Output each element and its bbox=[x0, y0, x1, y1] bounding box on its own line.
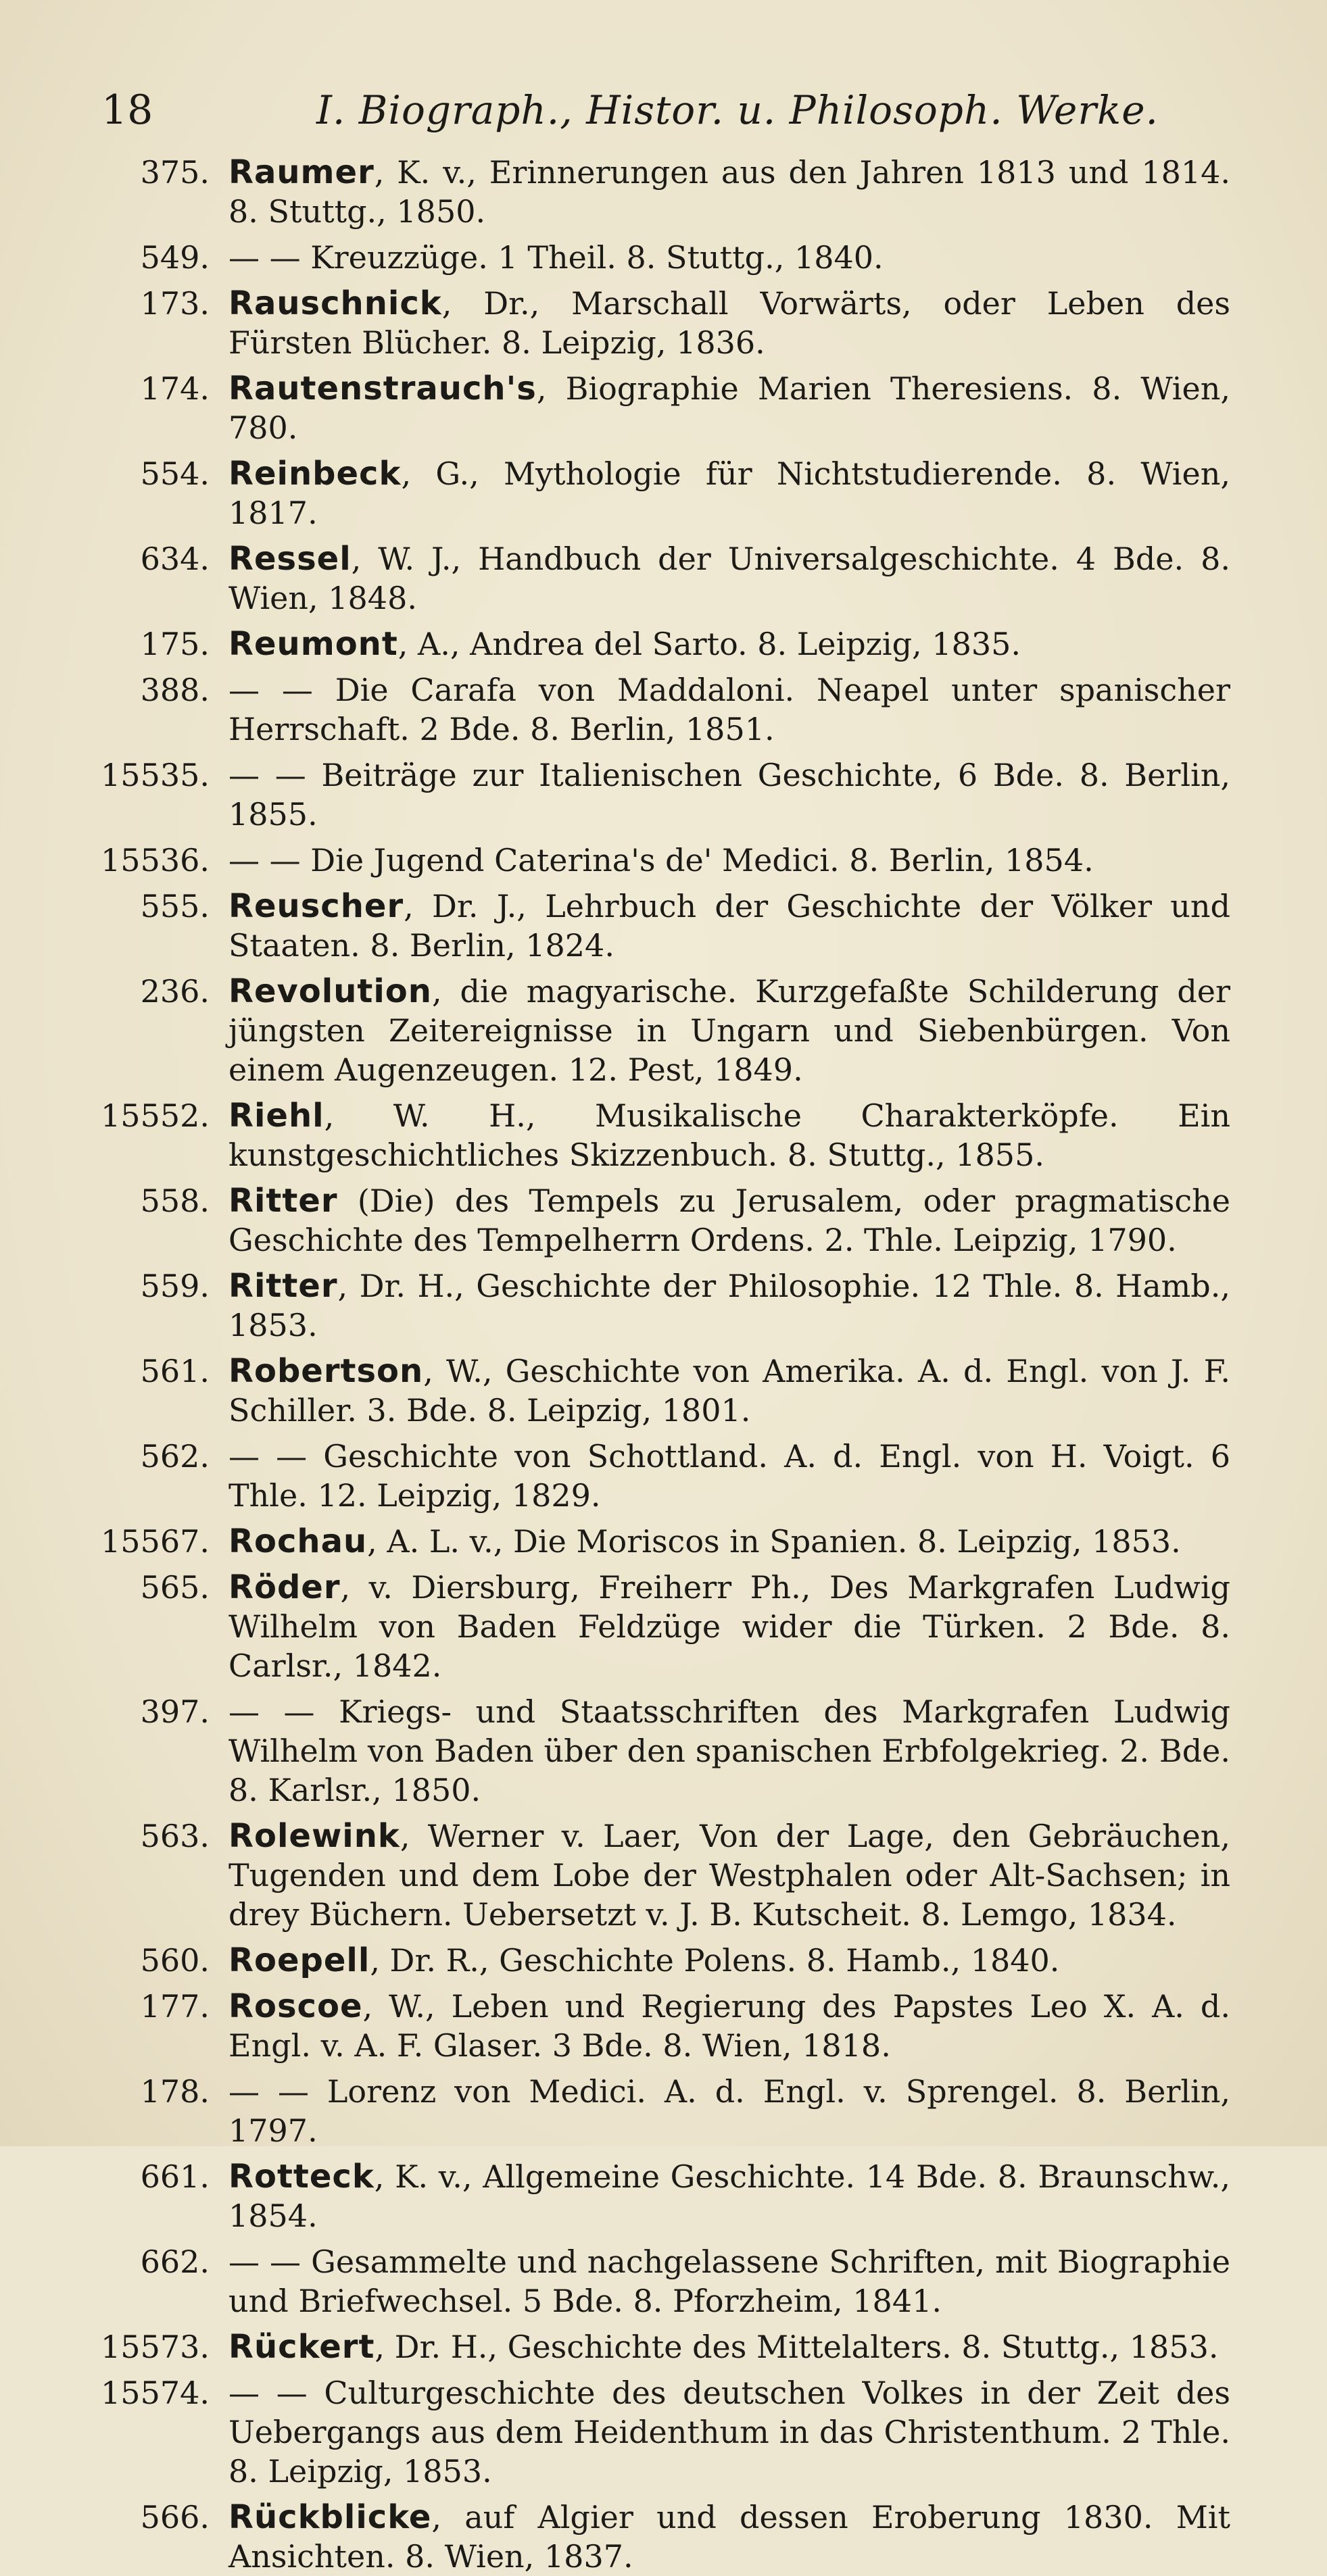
entry-number: 554. bbox=[140, 455, 210, 492]
entry-text bbox=[228, 1941, 1230, 1980]
entry-details: — — Die Carafa von Maddaloni. Neapel unter spanischer Herrschaft. 2 Bde. 8. Berlin, 1851. bbox=[228, 672, 1230, 747]
entry-text bbox=[228, 972, 1230, 1089]
catalog-entry bbox=[81, 756, 1230, 834]
entry-details: — — Die Jugend Caterina's de' Medici. 8. Berlin, 1854. bbox=[228, 842, 1094, 878]
entry-number: 397. bbox=[140, 1693, 210, 1730]
catalog-entry bbox=[81, 1692, 1230, 1810]
entry-text bbox=[228, 284, 1230, 362]
catalog-entry bbox=[81, 1181, 1230, 1260]
entry-number: 388. bbox=[140, 672, 210, 708]
entry-author: Revolution bbox=[228, 972, 432, 1010]
entry-details: , A., Andrea del Sarto. 8. Leipzig, 1835. bbox=[397, 626, 1021, 662]
entry-number: 565. bbox=[140, 1569, 210, 1606]
catalog-entry bbox=[81, 454, 1230, 532]
catalog-entry bbox=[81, 1352, 1230, 1430]
entry-text bbox=[228, 1266, 1230, 1345]
catalog-entry bbox=[81, 1816, 1230, 1934]
entry-number: 236. bbox=[140, 973, 210, 1010]
page-header bbox=[101, 80, 1217, 141]
entry-details: , Dr. R., Geschichte Polens. 8. Hamb., 1840. bbox=[370, 1942, 1060, 1979]
catalog-entry bbox=[81, 1266, 1230, 1345]
entry-details: — — Lorenz von Medici. A. d. Engl. v. Sprengel. 8. Berlin, 1797. bbox=[228, 2073, 1230, 2149]
entry-text bbox=[228, 2373, 1230, 2491]
entry-number: 549. bbox=[140, 239, 210, 276]
entry-details: , W., Geschichte von Amerika. A. d. Engl. von J. F. Schiller. 3. Bde. 8. Leipzig, 1801. bbox=[228, 1353, 1230, 1429]
entry-details: — — Kreuzzüge. 1 Theil. 8. Stuttg., 1840. bbox=[228, 239, 884, 276]
entry-text bbox=[228, 1522, 1230, 1561]
entry-number: 558. bbox=[140, 1183, 210, 1219]
entry-number: 15536. bbox=[101, 842, 210, 878]
entry-number: 15567. bbox=[101, 1523, 210, 1560]
entry-details: , A. L. v., Die Moriscos in Spanien. 8. Leipzig, 1853. bbox=[367, 1523, 1181, 1560]
entry-number: 563. bbox=[140, 1818, 210, 1854]
entry-details: — — Gesammelte und nachgelassene Schriften, mit Biographie und Briefwechsel. 5 Bde. 8. Pforzheim, 1841. bbox=[228, 2244, 1230, 2319]
catalog-entries bbox=[81, 153, 1230, 2576]
entry-details: — — Culturgeschichte des deutschen Volkes in der Zeit des Uebergangs aus dem Heidenthum in das Christenthum. 2 Thle. 8. Leipzig, 1853. bbox=[228, 2375, 1230, 2490]
entry-author: Roscoe bbox=[228, 1987, 363, 2025]
entry-details: , W. J., Handbuch der Universalgeschichte. 4 Bde. 8. Wien, 1848. bbox=[228, 541, 1230, 616]
entry-author: Raumer bbox=[228, 153, 375, 191]
entry-details: , Dr. H., Geschichte der Philosophie. 12 Thle. 8. Hamb., 1853. bbox=[228, 1268, 1230, 1343]
entry-author: Riehl bbox=[228, 1097, 324, 1135]
section-title: I. Biograph., Histor. u. Philosoph. Werke. bbox=[316, 87, 1159, 133]
catalog-entry bbox=[81, 2072, 1230, 2150]
entry-text bbox=[228, 238, 1230, 277]
entry-number: 15535. bbox=[101, 757, 210, 793]
entry-details: , W., Leben und Regierung des Papstes Leo X. A. d. Engl. v. A. F. Glaser. 3 Bde. 8. Wien, 1818. bbox=[228, 1988, 1230, 2064]
entry-author: Reinbeck bbox=[228, 455, 402, 493]
entry-number: 560. bbox=[140, 1942, 210, 1979]
entry-author: Ritter bbox=[228, 1182, 338, 1220]
entry-author: Roepell bbox=[228, 1941, 370, 1979]
entry-details: , Biographie Marien Theresiens. 8. Wien, 780. bbox=[228, 370, 1230, 446]
catalog-entry bbox=[81, 670, 1230, 749]
entry-details: — — Kriegs- und Staatsschriften des Markgrafen Ludwig Wilhelm von Baden über den spanischen Erbfolgekrieg. 2. Bde. 8. Karlsr., 1850. bbox=[228, 1693, 1230, 1808]
entry-author: Robertson bbox=[228, 1352, 424, 1390]
catalog-entry bbox=[81, 1437, 1230, 1515]
entry-text bbox=[228, 1096, 1230, 1174]
entry-text bbox=[228, 1568, 1230, 1685]
entry-details: , Werner v. Laer, Von der Lage, den Gebräuchen, Tugenden und dem Lobe der Westphalen oder Alt-Sachsen; in drey Büchern. Uebersetzt v. J. B. Kutscheit. 8. Lemgo, 1834. bbox=[228, 1818, 1230, 1933]
entry-text bbox=[228, 1352, 1230, 1430]
entry-details: , Dr. H., Geschichte des Mittelalters. 8. Stuttg., 1853. bbox=[375, 2329, 1219, 2365]
catalog-entry bbox=[81, 2242, 1230, 2321]
catalog-entry bbox=[81, 369, 1230, 447]
entry-text bbox=[228, 1181, 1230, 1260]
entry-text bbox=[228, 1437, 1230, 1515]
entry-text bbox=[228, 369, 1230, 447]
catalog-entry bbox=[81, 1568, 1230, 1685]
entry-details: , K. v., Allgemeine Geschichte. 14 Bde. 8. Braunschw., 1854. bbox=[228, 2158, 1230, 2234]
entry-number: 174. bbox=[140, 370, 210, 407]
entry-details: (Die) des Tempels zu Jerusalem, oder pragmatische Geschichte des Tempelherrn Ordens. 2. Thle. Leipzig, 1790. bbox=[228, 1183, 1230, 1258]
entry-text bbox=[228, 539, 1230, 618]
entry-details: , Dr. J., Lehrbuch der Geschichte der Völker und Staaten. 8. Berlin, 1824. bbox=[228, 888, 1230, 964]
entry-author: Reuscher bbox=[228, 887, 404, 925]
entry-author: Rolewink bbox=[228, 1817, 400, 1855]
entry-author: Rochau bbox=[228, 1522, 368, 1560]
entry-number: 173. bbox=[140, 285, 210, 322]
entry-details: , Dr., Marschall Vorwärts, oder Leben des Fürsten Blücher. 8. Leipzig, 1836. bbox=[228, 285, 1230, 361]
catalog-entry bbox=[81, 2373, 1230, 2491]
catalog-entry bbox=[81, 2327, 1230, 2367]
entry-number: 178. bbox=[140, 2073, 210, 2110]
catalog-entry bbox=[81, 624, 1230, 664]
entry-text bbox=[228, 2498, 1230, 2576]
entry-number: 559. bbox=[140, 1268, 210, 1304]
entry-details: , G., Mythologie für Nichtstudierende. 8. Wien, 1817. bbox=[228, 455, 1230, 531]
entry-author: Ritter bbox=[228, 1267, 338, 1305]
entry-details: , v. Diersburg, Freiherr Ph., Des Markgrafen Ludwig Wilhelm von Baden Feldzüge wider die Türken. 2 Bde. 8. Carlsr., 1842. bbox=[228, 1569, 1230, 1684]
entry-text bbox=[228, 756, 1230, 834]
entry-number: 662. bbox=[140, 2244, 210, 2280]
catalog-entry bbox=[81, 1522, 1230, 1561]
entry-number: 375. bbox=[140, 154, 210, 191]
entry-author: Röder bbox=[228, 1568, 341, 1606]
catalog-entry bbox=[81, 238, 1230, 277]
catalog-entry bbox=[81, 2498, 1230, 2576]
entry-text bbox=[228, 2157, 1230, 2235]
page-number: 18 bbox=[101, 86, 153, 134]
catalog-entry bbox=[81, 1096, 1230, 1174]
entry-text bbox=[228, 153, 1230, 231]
entry-text bbox=[228, 1987, 1230, 2065]
catalog-entry bbox=[81, 1941, 1230, 1980]
entry-author: Rückblicke bbox=[228, 2498, 432, 2536]
entry-details: , K. v., Erinnerungen aus den Jahren 1813 und 1814. 8. Stuttg., 1850. bbox=[228, 154, 1230, 230]
entry-number: 15573. bbox=[101, 2329, 210, 2365]
catalog-entry bbox=[81, 972, 1230, 1089]
entry-author: Rückert bbox=[228, 2328, 375, 2366]
entry-details: , die magyarische. Kurzgefaßte Schilderung der jüngsten Zeitereignisse in Ungarn und Siebenbürgen. Von einem Augenzeugen. 12. Pest, 1849. bbox=[228, 973, 1230, 1088]
entry-text bbox=[228, 2072, 1230, 2150]
catalog-entry bbox=[81, 539, 1230, 618]
catalog-entry bbox=[81, 2157, 1230, 2235]
entry-number: 562. bbox=[140, 1438, 210, 1475]
entry-text bbox=[228, 887, 1230, 965]
entry-text bbox=[228, 1816, 1230, 1934]
entry-number: 175. bbox=[140, 626, 210, 662]
entry-details: — — Beiträge zur Italienischen Geschichte, 6 Bde. 8. Berlin, 1855. bbox=[228, 757, 1230, 833]
entry-number: 15574. bbox=[101, 2375, 210, 2411]
entry-details: — — Geschichte von Schottland. A. d. Engl. von H. Voigt. 6 Thle. 12. Leipzig, 1829. bbox=[228, 1438, 1230, 1514]
catalog-entry bbox=[81, 887, 1230, 965]
entry-text bbox=[228, 841, 1230, 880]
catalog-entry bbox=[81, 841, 1230, 880]
entry-number: 15552. bbox=[101, 1097, 210, 1134]
catalog-entry bbox=[81, 284, 1230, 362]
entry-details: , W. H., Musikalische Charakterköpfe. Ein kunstgeschichtliches Skizzenbuch. 8. Stuttg., 1855. bbox=[228, 1097, 1230, 1173]
entry-number: 634. bbox=[140, 541, 210, 577]
entry-number: 661. bbox=[140, 2158, 210, 2195]
entry-text bbox=[228, 454, 1230, 532]
entry-details: , auf Algier und dessen Eroberung 1830. Mit Ansichten. 8. Wien, 1837. bbox=[228, 2499, 1230, 2575]
entry-number: 177. bbox=[140, 1988, 210, 2025]
entry-text bbox=[228, 1692, 1230, 1810]
entry-author: Rauschnick bbox=[228, 284, 442, 322]
entry-text bbox=[228, 670, 1230, 749]
entry-author: Rautenstrauch's bbox=[228, 370, 537, 407]
catalog-entry bbox=[81, 153, 1230, 231]
entry-number: 566. bbox=[140, 2499, 210, 2535]
entry-author: Ressel bbox=[228, 540, 352, 578]
catalog-entry bbox=[81, 1987, 1230, 2065]
entry-number: 555. bbox=[140, 888, 210, 924]
entry-text bbox=[228, 624, 1230, 664]
entry-number: 561. bbox=[140, 1353, 210, 1389]
entry-author: Reumont bbox=[228, 625, 398, 663]
entry-author: Rotteck bbox=[228, 2158, 375, 2196]
entry-text bbox=[228, 2242, 1230, 2321]
entry-text bbox=[228, 2327, 1230, 2367]
